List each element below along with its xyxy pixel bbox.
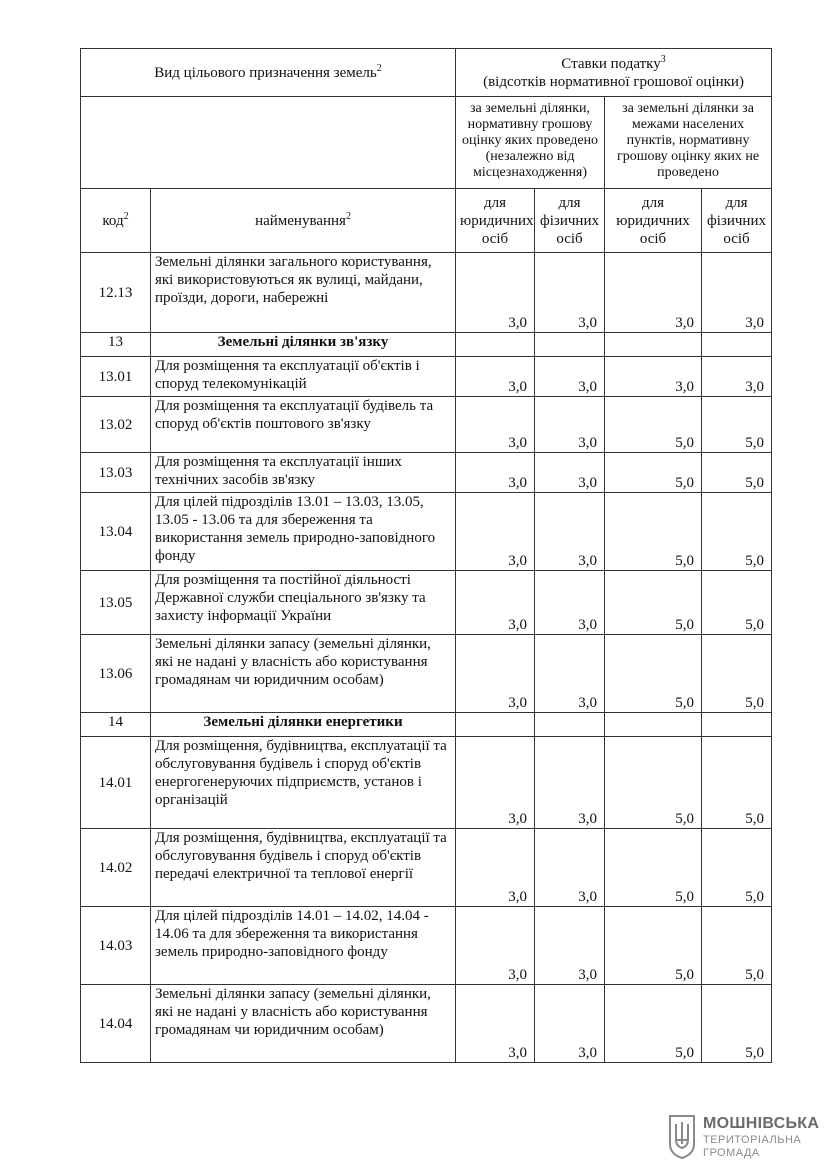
table-row xyxy=(81,737,772,829)
table-row xyxy=(81,985,772,1063)
rate-physical-unassessed-cell: 3,0 xyxy=(702,253,772,333)
rate-legal-assessed-cell: 3,0 xyxy=(456,453,535,493)
code-cell: 14.01 xyxy=(81,737,151,829)
rate-legal-assessed-cell: 3,0 xyxy=(456,493,535,571)
rate-physical-unassessed-cell: 5,0 xyxy=(702,829,772,907)
rate-legal-unassessed-cell: 5,0 xyxy=(605,397,702,453)
rate-legal-unassessed-cell: 5,0 xyxy=(605,737,702,829)
table-row xyxy=(81,397,772,453)
empty-rate-cell xyxy=(456,333,535,357)
name-cell: Земельні ділянки загального користування, які використовуються як вулиці, майдани, проїзди, дороги, набережні xyxy=(151,253,456,333)
empty-rate-cell xyxy=(456,713,535,737)
rates-header xyxy=(456,49,772,97)
rate-physical-assessed-cell: 3,0 xyxy=(535,571,605,635)
purpose-footnote: 2 xyxy=(376,62,382,74)
code-footnote: 2 xyxy=(123,210,129,222)
name-cell: Земельні ділянки запасу (земельні ділянки, які не надані у власність або користування громадянам чи юридичним особам) xyxy=(151,985,456,1063)
empty-rate-cell xyxy=(702,333,772,357)
table-row xyxy=(81,493,772,571)
rates-footnote: 3 xyxy=(660,53,666,65)
code-cell: 12.13 xyxy=(81,253,151,333)
table-row xyxy=(81,571,772,635)
logo-title: МОШНІВСЬКА xyxy=(703,1115,820,1132)
rate-legal-unassessed-cell: 3,0 xyxy=(605,253,702,333)
empty-rate-cell xyxy=(535,333,605,357)
code-cell: 14.03 xyxy=(81,907,151,985)
logo-subtitle-2: ГРОМАДА xyxy=(703,1147,760,1159)
table-row xyxy=(81,253,772,333)
rate-physical-unassessed-cell: 3,0 xyxy=(702,357,772,397)
rate-physical-unassessed-cell: 5,0 xyxy=(702,397,772,453)
table-row xyxy=(81,635,772,713)
code-cell: 13.02 xyxy=(81,397,151,453)
name-cell: Для розміщення, будівництва, експлуатації та обслуговування будівель і споруд об'єктів енергогенеруючих підприємств, установ і організацій xyxy=(151,737,456,829)
rate-legal-assessed-cell: 3,0 xyxy=(456,635,535,713)
legal-column-header-1: для юридичних осіб xyxy=(456,189,535,253)
name-cell: Для цілей підрозділів 14.01 – 14.02, 14.04 - 14.06 та для збереження та використання земель природно-заповідного фонду xyxy=(151,907,456,985)
purpose-header xyxy=(81,49,456,97)
section-name-cell: Земельні ділянки зв'язку xyxy=(151,333,456,357)
code-cell: 14.02 xyxy=(81,829,151,907)
rate-physical-unassessed-cell: 5,0 xyxy=(702,453,772,493)
section-name-cell: Земельні ділянки енергетики xyxy=(151,713,456,737)
rate-legal-assessed-cell: 3,0 xyxy=(456,397,535,453)
empty-rate-cell xyxy=(605,713,702,737)
rate-legal-assessed-cell: 3,0 xyxy=(456,985,535,1063)
logo-subtitle-1: ТЕРИТОРІАЛЬНА xyxy=(703,1134,802,1146)
rate-physical-assessed-cell: 3,0 xyxy=(535,253,605,333)
name-cell: Для розміщення, будівництва, експлуатації та обслуговування будівель і споруд об'єктів передачі електричної та теплової енергії xyxy=(151,829,456,907)
rate-legal-assessed-cell: 3,0 xyxy=(456,571,535,635)
physical-column-header-1: для фізичних осіб xyxy=(535,189,605,253)
code-cell: 13.04 xyxy=(81,493,151,571)
header-row-3 xyxy=(81,189,772,253)
table-row xyxy=(81,829,772,907)
rate-legal-assessed-cell: 3,0 xyxy=(456,907,535,985)
name-label: найменування xyxy=(255,212,346,229)
table-row xyxy=(81,907,772,985)
section-row xyxy=(81,713,772,737)
rate-physical-assessed-cell: 3,0 xyxy=(535,907,605,985)
rate-legal-unassessed-cell: 5,0 xyxy=(605,493,702,571)
name-cell: Для цілей підрозділів 13.01 – 13.03, 13.05, 13.05 - 13.06 та для збереження та використання земель природно-заповідного фонду xyxy=(151,493,456,571)
rate-physical-assessed-cell: 3,0 xyxy=(535,493,605,571)
physical-column-header-2: для фізичних осіб xyxy=(702,189,772,253)
name-footnote: 2 xyxy=(345,210,351,222)
table-row xyxy=(81,357,772,397)
code-column-header xyxy=(81,189,151,253)
rate-physical-assessed-cell: 3,0 xyxy=(535,635,605,713)
rates-title: Ставки податку xyxy=(561,55,661,72)
land-tax-rates-table xyxy=(80,48,772,1063)
rate-physical-assessed-cell: 3,0 xyxy=(535,985,605,1063)
rate-legal-unassessed-cell: 5,0 xyxy=(605,829,702,907)
code-cell: 14.04 xyxy=(81,985,151,1063)
code-cell: 13.05 xyxy=(81,571,151,635)
group-assessed-header: за земельні ділянки, нормативну грошову оцінку яких проведено (незалежно від місцезнаходження) xyxy=(456,97,605,189)
section-code-cell: 13 xyxy=(81,333,151,357)
rate-legal-assessed-cell: 3,0 xyxy=(456,253,535,333)
legal-column-header-2: для юридичних осіб xyxy=(605,189,702,253)
rate-physical-unassessed-cell: 5,0 xyxy=(702,571,772,635)
name-cell: Для розміщення та експлуатації будівель та споруд об'єктів поштового зв'язку xyxy=(151,397,456,453)
group-unassessed-header: за земельні ділянки за межами населених пунктів, нормативну грошову оцінку яких не проведено xyxy=(605,97,772,189)
rates-subtitle: (відсотків нормативної грошової оцінки) xyxy=(483,73,744,90)
header-empty-cell xyxy=(81,97,456,189)
rate-physical-assessed-cell: 3,0 xyxy=(535,453,605,493)
purpose-title: Вид цільового призначення земель xyxy=(154,64,377,81)
code-cell: 13.06 xyxy=(81,635,151,713)
rate-physical-assessed-cell: 3,0 xyxy=(535,357,605,397)
rate-legal-unassessed-cell: 5,0 xyxy=(605,635,702,713)
rate-physical-assessed-cell: 3,0 xyxy=(535,397,605,453)
section-code-cell: 14 xyxy=(81,713,151,737)
code-cell: 13.03 xyxy=(81,453,151,493)
name-cell: Земельні ділянки запасу (земельні ділянки, які не надані у власність або користування громадянам чи юридичним особам) xyxy=(151,635,456,713)
rate-legal-unassessed-cell: 5,0 xyxy=(605,985,702,1063)
empty-rate-cell xyxy=(702,713,772,737)
name-cell: Для розміщення та експлуатації об'єктів і споруд телекомунікацій xyxy=(151,357,456,397)
rate-legal-assessed-cell: 3,0 xyxy=(456,357,535,397)
header-row-1 xyxy=(81,49,772,97)
trident-emblem-icon xyxy=(666,1114,698,1160)
rate-legal-unassessed-cell: 5,0 xyxy=(605,453,702,493)
section-row xyxy=(81,333,772,357)
name-cell: Для розміщення та експлуатації інших технічних засобів зв'язку xyxy=(151,453,456,493)
community-logo xyxy=(666,1112,820,1162)
code-cell: 13.01 xyxy=(81,357,151,397)
rate-legal-assessed-cell: 3,0 xyxy=(456,829,535,907)
table-row xyxy=(81,453,772,493)
code-label: код xyxy=(102,212,124,229)
rate-physical-unassessed-cell: 5,0 xyxy=(702,493,772,571)
rate-legal-unassessed-cell: 3,0 xyxy=(605,357,702,397)
name-cell: Для розміщення та постійної діяльності Державної служби спеціального зв'язку та захисту інформації України xyxy=(151,571,456,635)
empty-rate-cell xyxy=(605,333,702,357)
rate-physical-assessed-cell: 3,0 xyxy=(535,737,605,829)
rate-physical-assessed-cell: 3,0 xyxy=(535,829,605,907)
rate-legal-assessed-cell: 3,0 xyxy=(456,737,535,829)
empty-rate-cell xyxy=(535,713,605,737)
rate-legal-unassessed-cell: 5,0 xyxy=(605,571,702,635)
rate-physical-unassessed-cell: 5,0 xyxy=(702,985,772,1063)
header-row-2 xyxy=(81,97,772,189)
rate-legal-unassessed-cell: 5,0 xyxy=(605,907,702,985)
rate-physical-unassessed-cell: 5,0 xyxy=(702,907,772,985)
rate-physical-unassessed-cell: 5,0 xyxy=(702,635,772,713)
name-column-header xyxy=(151,189,456,253)
rate-physical-unassessed-cell: 5,0 xyxy=(702,737,772,829)
